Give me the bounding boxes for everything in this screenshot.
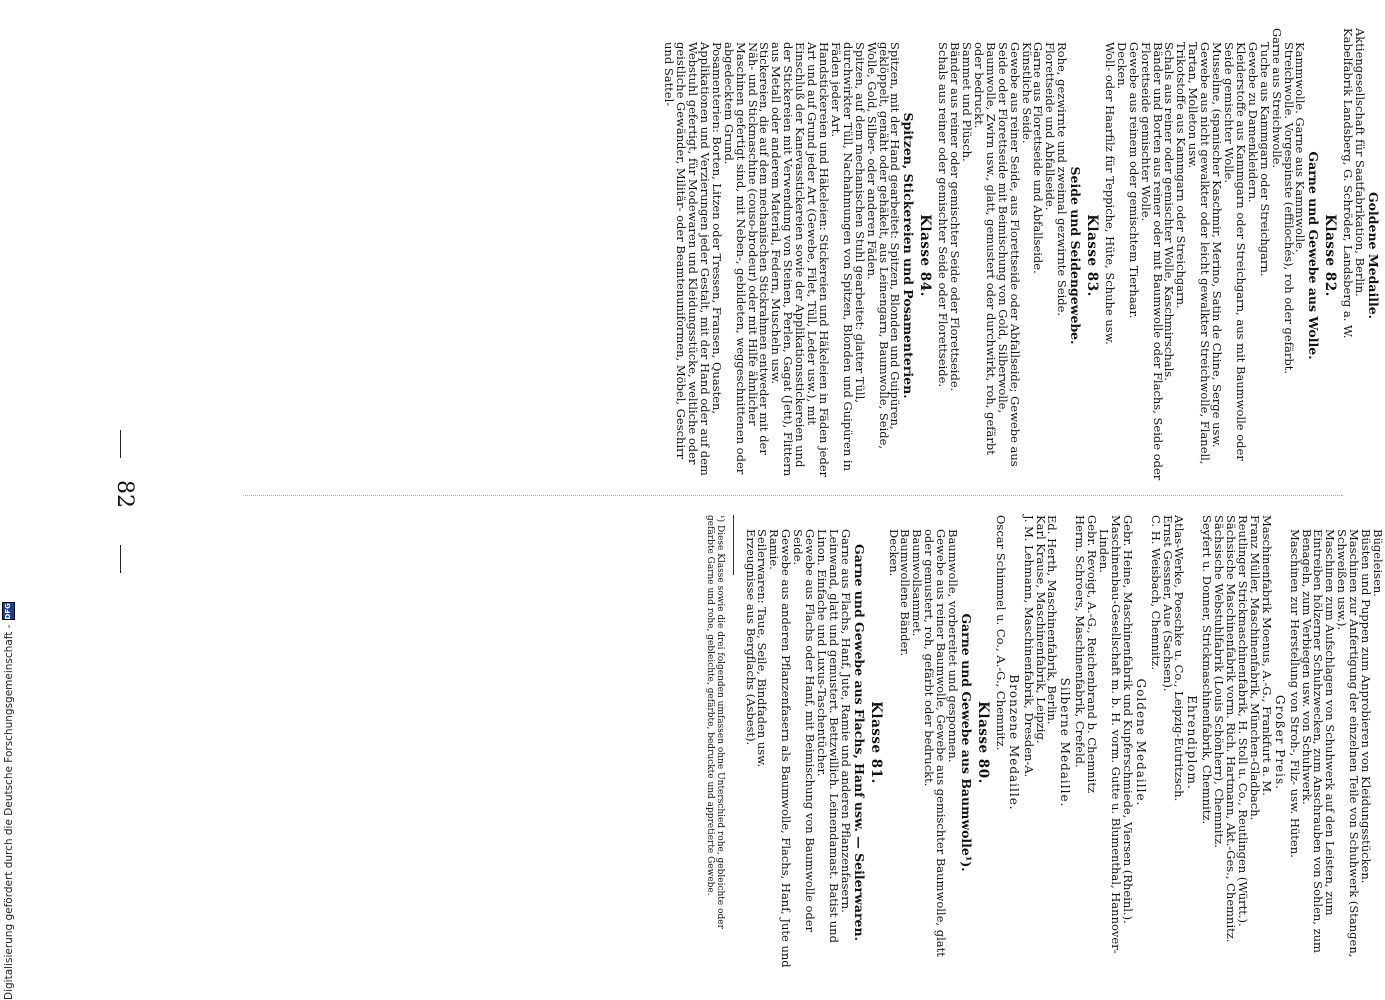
section-heading: Garne und Gewebe aus Wolle. (1306, 151, 1322, 360)
paragraph: Baumwolle, vorbereitet und gesponnen. (946, 529, 961, 763)
credit-sidebar (0, 0, 22, 1000)
paragraph: Baumwollene Bänder. (898, 529, 913, 657)
dfg-logo: DFG (2, 602, 15, 620)
entry-line: Gebr. Heine, Maschinenfabrik und Kupferschmiede, Viersen (Rheinl.). (1120, 515, 1135, 924)
award-heading: Großer Preis. (1272, 695, 1287, 790)
entry-line: Sächsische Maschinenfabrik vorm. Rich. Hartmann, Akt.-Ges., Chemnitz. (1224, 515, 1239, 943)
paragraph: Garne aus Streichwolle. (1269, 28, 1284, 169)
paragraph: Maschinen zur Anfertigung der einzelnen Teile von Schuhwerk (Stangen, Schweißen usw.). (1335, 529, 1362, 958)
paragraph: Rohe, gezwirnte und zweimal gezwirnte Seide. (1055, 42, 1070, 317)
credit-line (2, 10, 15, 1000)
paragraph: Handstickereien und Häkeleien: Stickereien und Häkeleien in Fäden jeder Art und auf Grund jeder Art (Gewebe, Filet, Tüll, Leder usw.), mit Einschluß der Kanevasstickereien sowie der Applikationsstickereien und der Stickereien mit Verwendung von Steinen, Perlen, Gagat (Jett), Flittern aus Metall oder anderem Material, Federn, Muscheln usw. (769, 42, 832, 478)
paragraph: Gewebe aus Flachs oder Hanf, mit Beimischung von Baumwolle oder Seide. (791, 529, 818, 933)
paragraph: Maschinen zum Aufschlagen von Schuhwerk auf den Leisten, zum Eintreiben hölzerner Schuhzwecken, zum Anschrauben von Sohlen, zum Benageln, zum Verbiegen usw. von Schuhwerk. (1299, 529, 1338, 953)
credit-text: Digitalisierung gefördert durch die Deutsche Forschungsgemeinschaft - (2, 624, 15, 1000)
paragraph: Gewebe aus nicht gewalkter oder leicht gewalkter Streichwolle, Flanell, Tartan, Molleton usw. (1186, 42, 1213, 465)
entry-line: Aktiengesellschaft für Saatfabrikation, Berlin. (1353, 28, 1368, 297)
paragraph: Bänder und Borten aus reiner oder mit Baumwolle oder Flachs, Seide oder Florettseide gemischter Wolle. (1138, 42, 1165, 481)
entry-line: Herm. Schroers, Maschinenfabrik, Crefeld. (1073, 515, 1088, 768)
column-divider (243, 495, 1343, 496)
paragraph: Stickereien, die auf dem mechanischen Stickrahmen entweder mit der Näh- und Stickmaschine (couso-brodeur) oder mit Hilfe ähnlicher Maschinen gefertigt sind, mit Neben-, gebildeten, weggeschnittenen oder abgedecktem Grund. (721, 42, 772, 475)
award-heading: Bronzene Medaille. (1006, 674, 1021, 811)
paragraph: Baumwollsammet. (910, 529, 925, 637)
entry-line: Franz Müller, Maschinenfabrik, München-Gladbach. (1247, 515, 1262, 821)
footnote-rule (733, 515, 734, 575)
paragraph: Maschinen zur Herstellung von Stroh-, Filz- usw. Hüten. (1287, 529, 1302, 858)
footnote: ¹) Diese Klasse sowie die drei folgenden umfassen ohne Unterschied rohe, gebleichte oder gefärbte Garne und rohe, gebleichte, gefärbte, bedruckte und appretierte Gewebe. (704, 515, 725, 929)
paragraph: Leinwand, glatt und gemustert. Bettzwillich. Leinendamast. Batist und Linon. Einfache und Luxus-Taschentücher. (815, 529, 841, 943)
paragraph: Gewebe aus reiner Baumwolle, Gewebe aus gemischter Baumwolle, glatt oder gemustert, roh, gefärbt oder bedruckt. (922, 529, 949, 957)
paragraph: Decken. (886, 529, 901, 577)
entry-line: Sächsische Webstuhlfabrik (Louis Schönherr), Chemnitz. (1212, 515, 1227, 848)
entry-line: J. M. Lehmann, Maschinenfabrik, Dresden-A. (1021, 515, 1036, 778)
text-column-1 (0, 28, 1383, 483)
paragraph: Gewebe zu Damenkleidern. (1245, 42, 1260, 203)
award-heading: Ehrendiplom. (1185, 695, 1200, 790)
paragraph: Garne aus Flachs, Hanf, Jute, Ramie und anderen Pflanzenfasern. (838, 529, 853, 913)
paragraph: Künstliche Seide. (1019, 42, 1034, 144)
paragraph: Garne aus Florettseide und Abfallseide. (1031, 42, 1046, 274)
entry-line: Maschinenfabrik Moenus, A.-G., Frankfurt a. M. (1259, 515, 1274, 796)
class-heading: Klasse 82. (1322, 214, 1339, 297)
text-column-2 (0, 515, 1383, 970)
section-heading: Garne und Gewebe aus Baumwolle¹). (959, 613, 974, 872)
entry-line: Kabelfabrik Landsberg, G. Schröder, Landsberg a. W. (1341, 28, 1356, 339)
entry-line: Atlas-Werke, Poeschke u. Co., Leipzig-Eutritzsch. (1172, 515, 1187, 802)
paragraph: Musseline, (spanischer Kaschmir, Merino, Satin de Chine, Serge usw. (1210, 42, 1225, 448)
paragraph: Seilerwaren: Taue, Seile, Bindfaden usw. (755, 529, 770, 768)
class-heading: Klasse 83. (1084, 214, 1101, 297)
paragraph: Schals aus reiner oder gemischter Seide oder Florettseide. (936, 42, 951, 388)
paragraph: Erzeugnisse aus Bergflachs (Asbest). (743, 529, 758, 746)
paragraph: Decken. (1114, 42, 1129, 90)
paragraph: Trikotstoffe aus Kammgarn oder Streichgarn. (1174, 42, 1189, 309)
paragraph: Büsten und Puppen zum Anprobieren von Kleidungsstücken. (1359, 529, 1374, 884)
paragraph: Schals aus reiner oder gemischter Wolle, Kaschmirschals. (1162, 42, 1177, 381)
entry-line: Reutlinger Strickmaschinenfabrik, H. Stoll u. Co., Reutlingen (Württ.). (1236, 515, 1251, 927)
class-heading: Klasse 84. (917, 214, 934, 297)
section-heading: Spitzen, Stickereien und Posamenterien. (901, 112, 917, 399)
paragraph: Gewebe aus reinem oder gemischtem Tierhaar. (1126, 42, 1141, 319)
page-number: 82 (112, 480, 137, 508)
paragraph: Spitzen, auf dem mechanischen Stuhl gearbeitet: glatter Tüll, durchwirkter Tüll, Nachahmungen von Spitzen, Blonden und Guipüren in Fäden jeder Art. (828, 42, 867, 472)
paragraph: Bügeleisen. (1371, 529, 1385, 597)
class-heading: Klasse 81. (867, 701, 884, 784)
paragraph: Streichwolle. Vorgespinste (effilochés), roh oder gefärbt. (1281, 42, 1296, 374)
entry-line: Oscar Schimmel u. Co., A.-G., Chemnitz. (993, 515, 1008, 751)
entry-line: Seyfert u. Donner, Strickmaschinenfabrik, Chemnitz. (1200, 515, 1215, 825)
entry-line: Maschinenbau-Gesellschaft m. b. H. vorm. Gutte u. Blumenthal, Hannover-Linden. (1097, 515, 1123, 954)
entry-line: Gebr. Revoigt, A.-G., Reichenbrand b. Chemnitz (1085, 515, 1100, 794)
award-heading: Goldene Medaille. (1133, 678, 1148, 807)
entry-line: Ed. Herth, Maschinenfabrik, Berlin. (1045, 515, 1060, 725)
paragraph: Posamenterien: Borten, Litzen oder Tressen, Fransen, Quasten, Applikationen und Verzierungen jeder Gestalt, mit der Hand oder auf dem Webstuhl gefertigt, für Modewaren und Kleidungsstücke, weltliche oder geistliche Gewänder, Militär- oder Beamtenuniformen, Möbel, Geschirr und Sattel- (662, 42, 724, 476)
class-heading: Klasse 80. (974, 701, 991, 784)
paragraph: Gewebe aus anderen Pflanzenfasern als Baumwolle, Flachs, Hanf, Jute und Ramie. (767, 529, 794, 968)
paragraph: Bänder aus reiner oder gemischter Seide oder Florettseide. (948, 42, 963, 392)
award-heading: Silberne Medaille. (1058, 677, 1073, 808)
entry-line: Karl Krause, Maschinenfabrik, Leipzig. (1033, 515, 1048, 744)
entry-line: C. H. Weisbach, Chemnitz. (1148, 515, 1163, 671)
section-heading: Garne und Gewebe aus Flachs, Hanf usw. — Seilerwaren. (851, 544, 867, 941)
paragraph: Florettseide und Abfallseide. (1043, 42, 1058, 211)
paragraph: Tuche aus Kammgarn oder Streichgarn. (1257, 42, 1272, 277)
paragraph: Woll- oder Haarfilz für Teppiche, Hüte, Schuhe usw. (1102, 42, 1117, 345)
entry-line: Ernst Gessner, Aue (Sachsen). (1160, 515, 1175, 692)
paragraph: Spitzen, mit der Hand gearbeitet: Spitzen, Blonden und Guipüren, geklöppelt, genäht oder gehäkelt, aus Leinengarn, Baumwolle, Seide, Wolle, Gold, Silber- oder anderen Fäden. (864, 42, 903, 450)
paragraph: Sammet und Plüsch. (960, 42, 974, 162)
paragraph: Kammwolle. Garne aus Kammwolle. (1293, 42, 1308, 253)
paragraph: Gewebe aus reiner Seide, aus Florettseide oder Abfallseide; Gewebe aus Seide oder Florettseide mit Beimischung von Gold, Silberwolle, Baumwolle, Zwirn usw., glatt, gemustert oder durchwirkt, roh, gefärbt oder bedruckt. (971, 42, 1022, 467)
section-heading: Seide und Seidengewebe. (1068, 166, 1084, 345)
section-heading: Goldene Medaille. (1366, 191, 1381, 320)
paragraph: Kleiderstoffe aus Kammgarn oder Streichgarn, aus mit Baumwolle oder Seide gemischter Wolle. (1222, 42, 1248, 461)
